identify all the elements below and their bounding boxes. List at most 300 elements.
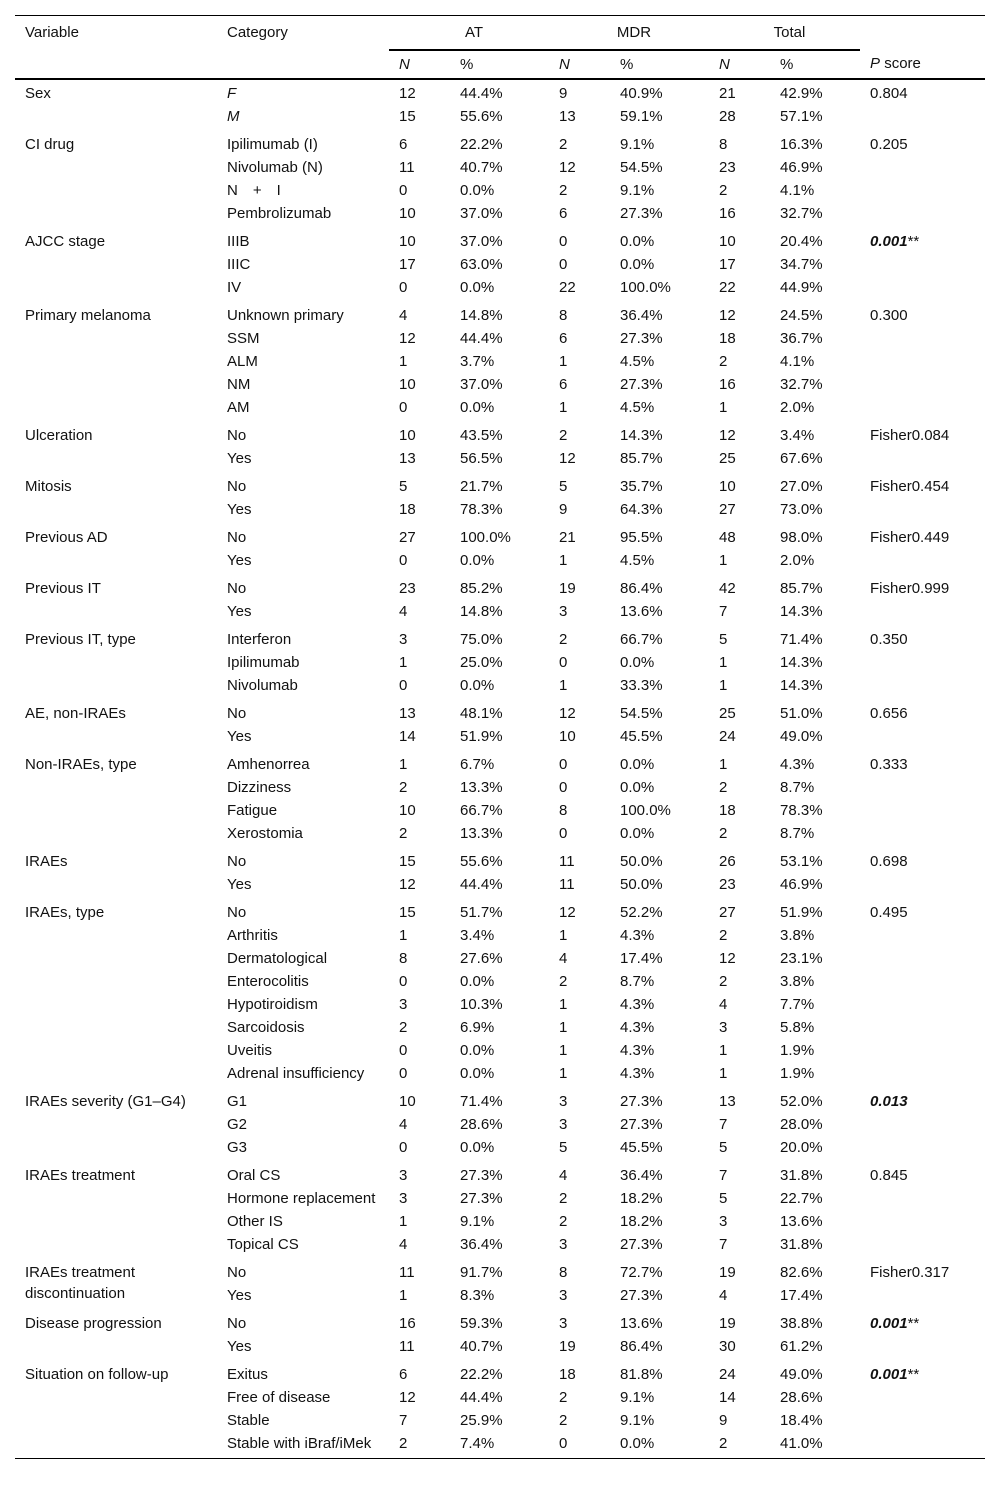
at-p-cell: 0.0%: [460, 182, 495, 199]
mdr-p-cell: 54.5%: [620, 159, 663, 176]
tot-p-cell: 8.7%: [780, 779, 815, 796]
at-n-cell: 4: [399, 603, 408, 620]
p-score-cell: [860, 1088, 985, 1162]
header-at: AT: [389, 16, 549, 51]
table-row: [15, 302, 985, 327]
mdr-p-cell: 40.9%: [620, 85, 663, 102]
tot-p-cell: 41.0%: [780, 1435, 823, 1452]
tot-n-cell: 18: [719, 330, 736, 347]
mdr-p-cell: 45.5%: [620, 1139, 663, 1156]
category-cell: Uveitis: [227, 1042, 273, 1059]
mdr-n-cell: 2: [559, 1389, 568, 1406]
at-n-cell: 2: [399, 1019, 408, 1036]
data-table: [15, 15, 985, 1459]
category-cell: No: [227, 529, 247, 546]
mdr-n-cell: 6: [559, 376, 568, 393]
at-p-cell: 100.0%: [460, 529, 511, 546]
mdr-p-cell: 9.1%: [620, 1389, 655, 1406]
mdr-p-cell: 86.4%: [620, 580, 663, 597]
at-p-cell: 75.0%: [460, 631, 503, 648]
tot-n-cell: 10: [719, 233, 736, 250]
mdr-p-cell: 4.3%: [620, 1065, 655, 1082]
mdr-n-cell: 11: [559, 876, 575, 893]
tot-n-cell: 28: [719, 108, 736, 125]
tot-p-cell: 28.0%: [780, 1116, 823, 1133]
mdr-p-cell: 14.3%: [620, 427, 663, 444]
category-cell: No: [227, 853, 247, 870]
mdr-n-cell: 4: [559, 950, 568, 967]
variable-cell: CI drug: [25, 136, 75, 153]
at-n-cell: 4: [399, 1236, 408, 1253]
at-p-cell: 0.0%: [460, 399, 495, 416]
mdr-n-cell: 1: [559, 1019, 568, 1036]
mdr-n-cell: 2: [559, 973, 568, 990]
mdr-n-cell: 11: [559, 853, 575, 870]
tot-p-cell: 3.4%: [780, 427, 815, 444]
at-p-cell: 13.3%: [460, 825, 503, 842]
table-container: [15, 15, 985, 1459]
p-value: 0.001: [870, 1315, 908, 1332]
mdr-p-cell: 64.3%: [620, 501, 663, 518]
mdr-p-cell: 66.7%: [620, 631, 663, 648]
mdr-p-cell: 50.0%: [620, 853, 663, 870]
mdr-n-cell: 22: [559, 279, 576, 296]
tot-p-cell: 73.0%: [780, 501, 823, 518]
tot-p-cell: 71.4%: [780, 631, 823, 648]
category-cell: G2: [227, 1116, 248, 1133]
at-n-cell: 14: [399, 728, 416, 745]
at-p-cell: 22.2%: [460, 1366, 503, 1383]
category-cell: Pembrolizumab: [227, 205, 332, 222]
variable-cell: Previous AD: [25, 529, 108, 546]
at-n-cell: 15: [399, 904, 416, 921]
tot-p-cell: 31.8%: [780, 1167, 823, 1184]
at-n-cell: 0: [399, 399, 408, 416]
at-p-cell: 36.4%: [460, 1236, 503, 1253]
at-n-cell: 8: [399, 950, 408, 967]
mdr-n-cell: 12: [559, 450, 576, 467]
at-p-cell: 56.5%: [460, 450, 503, 467]
tot-n-cell: 21: [719, 85, 736, 102]
mdr-n-cell: 6: [559, 205, 568, 222]
tot-n-cell: 1: [719, 552, 728, 569]
tot-n-cell: 23: [719, 876, 736, 893]
mdr-n-cell: 18: [559, 1366, 576, 1383]
at-p-cell: 3.4%: [460, 927, 495, 944]
tot-n-cell: 2: [719, 1435, 728, 1452]
mdr-n-cell: 2: [559, 182, 568, 199]
p-score-cell: [860, 302, 985, 422]
p-score-cell: [860, 575, 985, 626]
tot-p-cell: 46.9%: [780, 159, 823, 176]
p-value: Fisher0.454: [870, 478, 950, 495]
at-p-cell: 37.0%: [460, 376, 503, 393]
at-p-cell: 6.7%: [460, 756, 495, 773]
tot-p-cell: 20.0%: [780, 1139, 823, 1156]
at-p-cell: 25.9%: [460, 1412, 503, 1429]
category-cell: Hypotiroidism: [227, 996, 318, 1013]
table-row: [15, 131, 985, 156]
at-n-cell: 1: [399, 927, 408, 944]
tot-p-cell: 1.9%: [780, 1042, 815, 1059]
mdr-n-cell: 19: [559, 580, 576, 597]
variable-cell: IRAEs, type: [25, 904, 105, 921]
category-cell: N + I: [227, 182, 281, 199]
category-cell: Yes: [227, 603, 252, 620]
tot-n-cell: 2: [719, 927, 728, 944]
table-body: [15, 79, 985, 1459]
mdr-n-cell: 21: [559, 529, 576, 546]
p-value: 0.300: [870, 307, 908, 324]
variable-cell: Previous IT: [25, 580, 101, 597]
p-value: Fisher0.999: [870, 580, 950, 597]
category-cell: Amhenorrea: [227, 756, 310, 773]
at-n-cell: 18: [399, 501, 416, 518]
at-n-cell: 3: [399, 1167, 408, 1184]
tot-p-cell: 3.8%: [780, 927, 815, 944]
p-value: 0.205: [870, 136, 908, 153]
at-n-cell: 0: [399, 973, 408, 990]
tot-p-cell: 82.6%: [780, 1264, 823, 1281]
at-n-cell: 10: [399, 802, 416, 819]
at-n-cell: 16: [399, 1315, 416, 1332]
tot-n-cell: 8: [719, 136, 728, 153]
variable-cell: Primary melanoma: [25, 307, 151, 324]
at-p-cell: 44.4%: [460, 85, 503, 102]
category-cell: Ipilimumab: [227, 654, 300, 671]
p-score-cell: [860, 1162, 985, 1259]
tot-p-cell: 22.7%: [780, 1190, 823, 1207]
at-p-cell: 44.4%: [460, 330, 503, 347]
tot-p-cell: 27.0%: [780, 478, 823, 495]
category-cell: Yes: [227, 876, 252, 893]
mdr-p-cell: 52.2%: [620, 904, 663, 921]
mdr-n-cell: 8: [559, 1264, 568, 1281]
at-n-cell: 0: [399, 552, 408, 569]
tot-n-cell: 12: [719, 427, 736, 444]
category-cell: IIIC: [227, 256, 251, 273]
p-score-cell: [860, 228, 985, 302]
at-p-cell: 0.0%: [460, 677, 495, 694]
mdr-p-cell: 17.4%: [620, 950, 663, 967]
table-row: [15, 1162, 985, 1187]
category-cell: Hormone replacement: [227, 1190, 376, 1207]
table-row: [15, 228, 985, 253]
at-p-cell: 51.9%: [460, 728, 503, 745]
mdr-n-cell: 10: [559, 728, 576, 745]
mdr-p-cell: 0.0%: [620, 256, 655, 273]
p-value: 0.698: [870, 853, 908, 870]
at-p-cell: 3.7%: [460, 353, 495, 370]
at-n-cell: 23: [399, 580, 416, 597]
tot-p-cell: 16.3%: [780, 136, 823, 153]
p-score-cell: [860, 131, 985, 228]
at-p-cell: 25.0%: [460, 654, 503, 671]
category-cell: Ipilimumab (I): [227, 136, 318, 153]
tot-n-cell: 12: [719, 950, 736, 967]
mdr-n-cell: 12: [559, 159, 576, 176]
mdr-n-cell: 2: [559, 1412, 568, 1429]
category-cell: Xerostomia: [227, 825, 303, 842]
at-n-cell: 5: [399, 478, 408, 495]
mdr-n-cell: 9: [559, 501, 568, 518]
tot-n-cell: 3: [719, 1019, 728, 1036]
category-cell: Nivolumab: [227, 677, 298, 694]
p-score-cell: [860, 1310, 985, 1361]
p-score-cell: [860, 473, 985, 524]
tot-n-cell: 16: [719, 376, 736, 393]
tot-p-cell: 14.3%: [780, 603, 823, 620]
tot-p-cell: 85.7%: [780, 580, 823, 597]
table-row: [15, 524, 985, 549]
at-p-cell: 63.0%: [460, 256, 503, 273]
mdr-n-cell: 3: [559, 1287, 568, 1304]
p-value: 0.656: [870, 705, 908, 722]
at-n-cell: 2: [399, 1435, 408, 1452]
mdr-n-cell: 4: [559, 1167, 568, 1184]
mdr-n-cell: 0: [559, 779, 568, 796]
mdr-p-cell: 8.7%: [620, 973, 655, 990]
mdr-p-cell: 45.5%: [620, 728, 663, 745]
tot-p-cell: 98.0%: [780, 529, 823, 546]
header-total: Total: [709, 16, 860, 51]
p-score-cell: [860, 751, 985, 848]
header-mdr-pct: %: [620, 56, 634, 73]
table-row: [15, 751, 985, 776]
category-cell: Yes: [227, 1338, 252, 1355]
p-score-cell: [860, 1259, 985, 1310]
variable-cell: Disease progression: [25, 1315, 162, 1332]
mdr-p-cell: 0.0%: [620, 1435, 655, 1452]
p-score-cell: [860, 79, 985, 131]
mdr-p-cell: 4.3%: [620, 996, 655, 1013]
tot-p-cell: 17.4%: [780, 1287, 823, 1304]
at-n-cell: 12: [399, 330, 416, 347]
variable-cell: Situation on follow-up: [25, 1366, 169, 1383]
at-p-cell: 55.6%: [460, 853, 503, 870]
tot-p-cell: 4.1%: [780, 182, 815, 199]
category-cell: No: [227, 904, 247, 921]
category-cell: G1: [227, 1093, 248, 1110]
mdr-p-cell: 85.7%: [620, 450, 663, 467]
tot-p-cell: 51.9%: [780, 904, 823, 921]
tot-n-cell: 5: [719, 1139, 728, 1156]
category-cell: Yes: [227, 450, 252, 467]
mdr-n-cell: 2: [559, 1190, 568, 1207]
tot-n-cell: 26: [719, 853, 736, 870]
tot-n-cell: 30: [719, 1338, 736, 1355]
category-cell: ALM: [227, 353, 258, 370]
at-n-cell: 4: [399, 307, 408, 324]
at-n-cell: 17: [399, 256, 416, 273]
mdr-n-cell: 3: [559, 1116, 568, 1133]
at-p-cell: 22.2%: [460, 136, 503, 153]
at-n-cell: 0: [399, 1139, 408, 1156]
at-p-cell: 71.4%: [460, 1093, 503, 1110]
mdr-p-cell: 81.8%: [620, 1366, 663, 1383]
tot-p-cell: 53.1%: [780, 853, 823, 870]
mdr-p-cell: 4.5%: [620, 399, 655, 416]
table-row: [15, 473, 985, 498]
tot-p-cell: 44.9%: [780, 279, 823, 296]
tot-n-cell: 3: [719, 1213, 728, 1230]
at-n-cell: 12: [399, 85, 416, 102]
mdr-n-cell: 1: [559, 552, 568, 569]
at-n-cell: 0: [399, 677, 408, 694]
p-value: Fisher0.084: [870, 427, 950, 444]
at-p-cell: 21.7%: [460, 478, 503, 495]
variable-cell: Sex: [25, 85, 51, 102]
at-p-cell: 0.0%: [460, 1042, 495, 1059]
at-n-cell: 1: [399, 1213, 408, 1230]
header-at-pct: %: [460, 56, 474, 73]
tot-p-cell: 36.7%: [780, 330, 823, 347]
mdr-n-cell: 0: [559, 1435, 568, 1452]
tot-n-cell: 2: [719, 973, 728, 990]
mdr-n-cell: 2: [559, 631, 568, 648]
tot-p-cell: 34.7%: [780, 256, 823, 273]
at-n-cell: 10: [399, 233, 416, 250]
mdr-p-cell: 13.6%: [620, 603, 663, 620]
at-n-cell: 0: [399, 1065, 408, 1082]
mdr-n-cell: 12: [559, 705, 576, 722]
tot-p-cell: 61.2%: [780, 1338, 823, 1355]
at-p-cell: 43.5%: [460, 427, 503, 444]
tot-p-cell: 23.1%: [780, 950, 823, 967]
mdr-p-cell: 27.3%: [620, 1236, 663, 1253]
tot-n-cell: 16: [719, 205, 736, 222]
mdr-p-cell: 54.5%: [620, 705, 663, 722]
p-score-cell: [860, 524, 985, 575]
at-n-cell: 1: [399, 756, 408, 773]
table-row: [15, 626, 985, 651]
header-variable: Variable: [25, 24, 79, 41]
at-n-cell: 3: [399, 1190, 408, 1207]
tot-p-cell: 7.7%: [780, 996, 815, 1013]
category-cell: No: [227, 580, 247, 597]
at-p-cell: 55.6%: [460, 108, 503, 125]
mdr-p-cell: 95.5%: [620, 529, 663, 546]
mdr-p-cell: 36.4%: [620, 1167, 663, 1184]
at-p-cell: 40.7%: [460, 159, 503, 176]
tot-n-cell: 22: [719, 279, 736, 296]
table-row: [15, 1259, 985, 1284]
table-row: [15, 848, 985, 873]
mdr-n-cell: 2: [559, 1213, 568, 1230]
tot-n-cell: 7: [719, 1167, 728, 1184]
at-p-cell: 7.4%: [460, 1435, 495, 1452]
tot-n-cell: 1: [719, 1042, 728, 1059]
tot-n-cell: 17: [719, 256, 736, 273]
tot-n-cell: 18: [719, 802, 736, 819]
tot-p-cell: 5.8%: [780, 1019, 815, 1036]
p-significance-mark: **: [907, 1366, 920, 1383]
tot-p-cell: 32.7%: [780, 376, 823, 393]
header-at-n: N: [399, 56, 410, 73]
table-row: [15, 1361, 985, 1386]
mdr-p-cell: 9.1%: [620, 182, 655, 199]
at-n-cell: 6: [399, 136, 408, 153]
tot-p-cell: 8.7%: [780, 825, 815, 842]
mdr-n-cell: 0: [559, 825, 568, 842]
p-score-cell: [860, 1361, 985, 1459]
at-p-cell: 44.4%: [460, 876, 503, 893]
mdr-p-cell: 27.3%: [620, 376, 663, 393]
category-cell: Yes: [227, 552, 252, 569]
at-p-cell: 10.3%: [460, 996, 503, 1013]
category-cell: Stable: [227, 1412, 270, 1429]
tot-p-cell: 2.0%: [780, 399, 815, 416]
mdr-n-cell: 19: [559, 1338, 576, 1355]
at-p-cell: 78.3%: [460, 501, 503, 518]
mdr-n-cell: 1: [559, 996, 568, 1013]
category-cell: Sarcoidosis: [227, 1019, 305, 1036]
at-n-cell: 0: [399, 279, 408, 296]
tot-n-cell: 1: [719, 756, 728, 773]
mdr-n-cell: 1: [559, 677, 568, 694]
p-score-cell: [860, 626, 985, 700]
at-n-cell: 10: [399, 1093, 416, 1110]
mdr-n-cell: 3: [559, 603, 568, 620]
tot-n-cell: 24: [719, 728, 736, 745]
table-row: [15, 422, 985, 447]
at-p-cell: 6.9%: [460, 1019, 495, 1036]
at-p-cell: 27.3%: [460, 1190, 503, 1207]
tot-n-cell: 1: [719, 399, 728, 416]
tot-n-cell: 12: [719, 307, 736, 324]
mdr-n-cell: 0: [559, 233, 568, 250]
header-total-n: N: [719, 56, 730, 73]
category-cell: Dermatological: [227, 950, 328, 967]
tot-p-cell: 57.1%: [780, 108, 823, 125]
p-value: 0.013: [870, 1093, 908, 1110]
category-cell: No: [227, 705, 247, 722]
at-p-cell: 44.4%: [460, 1389, 503, 1406]
tot-n-cell: 2: [719, 182, 728, 199]
mdr-n-cell: 8: [559, 307, 568, 324]
p-significance-mark: **: [907, 1315, 920, 1332]
at-n-cell: 10: [399, 427, 416, 444]
at-n-cell: 10: [399, 205, 416, 222]
variable-cell: Ulceration: [25, 427, 93, 444]
tot-n-cell: 27: [719, 501, 736, 518]
mdr-n-cell: 1: [559, 399, 568, 416]
mdr-n-cell: 6: [559, 330, 568, 347]
tot-p-cell: 18.4%: [780, 1412, 823, 1429]
tot-n-cell: 7: [719, 603, 728, 620]
table-row: [15, 700, 985, 725]
header-mdr: MDR: [549, 16, 709, 51]
category-cell: NM: [227, 376, 251, 393]
p-significance-mark: **: [907, 233, 920, 250]
mdr-n-cell: 3: [559, 1315, 568, 1332]
mdr-n-cell: 1: [559, 1065, 568, 1082]
tot-n-cell: 25: [719, 705, 736, 722]
header-mdr-n: N: [559, 56, 570, 73]
tot-p-cell: 2.0%: [780, 552, 815, 569]
at-n-cell: 2: [399, 779, 408, 796]
at-n-cell: 2: [399, 825, 408, 842]
tot-n-cell: 1: [719, 677, 728, 694]
tot-n-cell: 7: [719, 1236, 728, 1253]
p-value: 0.350: [870, 631, 908, 648]
at-n-cell: 1: [399, 1287, 408, 1304]
mdr-p-cell: 13.6%: [620, 1315, 663, 1332]
variable-cell: AE, non-IRAEs: [25, 705, 126, 722]
category-cell: No: [227, 478, 247, 495]
mdr-n-cell: 0: [559, 654, 568, 671]
tot-p-cell: 78.3%: [780, 802, 823, 819]
